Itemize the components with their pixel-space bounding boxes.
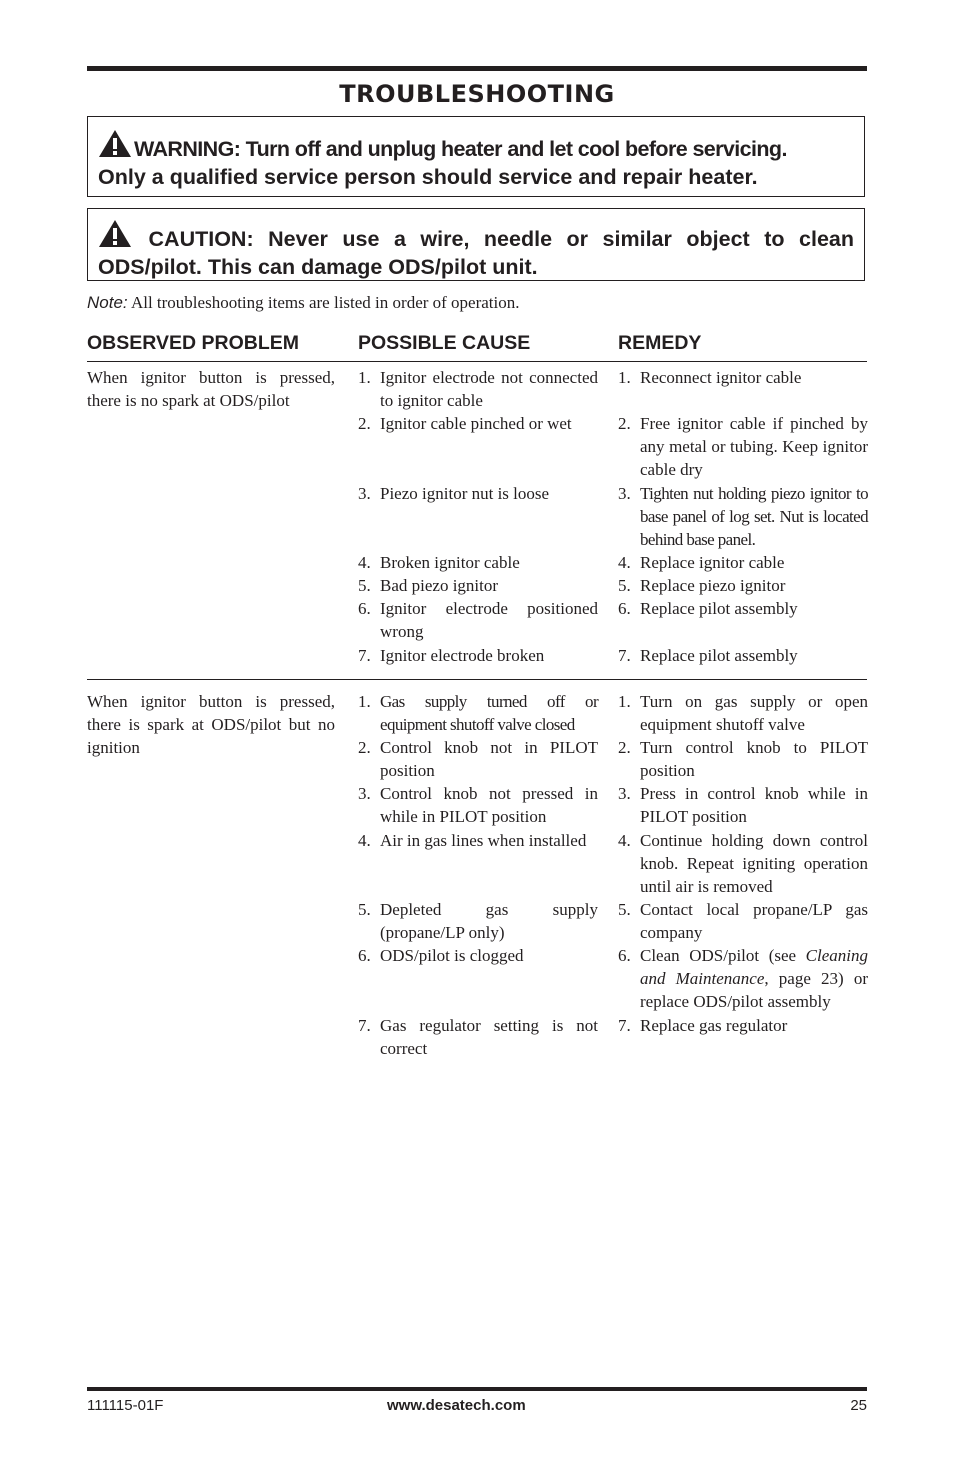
remedy-number: 7.	[618, 1016, 631, 1035]
cause-number: 4.	[358, 831, 371, 850]
remedy-1-3	[618, 482, 868, 552]
cause-number: 7.	[358, 1016, 371, 1035]
remedy-text: Reconnect ignitor cable	[640, 368, 802, 387]
remedy-1-6	[618, 597, 868, 620]
caution-triangle-icon	[98, 219, 132, 248]
remedy-number: 2.	[618, 414, 631, 433]
section-divider	[87, 679, 867, 680]
cause-2-7	[358, 1014, 598, 1060]
cause-2-3	[358, 782, 598, 828]
top-rule	[87, 66, 867, 71]
caution-text: CAUTION: Never use a wire, needle or similar object to clean ODS/pilot. This can damage ODS/pilot unit.	[98, 227, 854, 279]
remedy-number: 7.	[618, 646, 631, 665]
remedy-2-5	[618, 898, 868, 944]
remedy-1-5	[618, 574, 868, 597]
cause-number: 6.	[358, 946, 371, 965]
header-rule	[87, 361, 867, 362]
remedy-text	[640, 944, 868, 1014]
cause-text: Ignitor electrode broken	[380, 646, 545, 665]
cause-number: 2.	[358, 414, 371, 433]
cause-1-6	[358, 597, 598, 643]
problem-2: When ignitor button is pressed, there is spark at ODS/pilot but no ignition	[87, 692, 335, 758]
cause-text: Gas regulator setting is not correct	[380, 1016, 598, 1059]
cause-text: Depleted gas supply (propane/LP only)	[380, 900, 598, 943]
remedy-number: 4.	[618, 553, 631, 572]
remedy-number: 2.	[618, 738, 631, 757]
column-header-problem: OBSERVED PROBLEM	[87, 332, 300, 354]
cause-1-7	[358, 644, 598, 667]
cause-1-3	[358, 482, 598, 505]
cause-number: 7.	[358, 646, 371, 665]
cause-number: 5.	[358, 576, 371, 595]
remedy-text: Free ignitor cable if pinched by any metal or tubing. Keep ignitor cable dry	[640, 414, 868, 480]
remedy-1-4	[618, 551, 868, 574]
cause-text: Gas supply turned off or equipment shutoff valve closed	[380, 692, 598, 735]
cause-1-5	[358, 574, 598, 597]
cause-text: Control knob not pressed in while in PILOT position	[380, 784, 598, 827]
remedy-text: Turn control knob to PILOT position	[640, 738, 868, 781]
remedy-text: Press in control knob while in PILOT position	[640, 784, 868, 827]
warning-triangle-icon	[98, 129, 132, 158]
column-header-remedy: REMEDY	[618, 332, 702, 354]
cause-text: Piezo ignitor nut is loose	[380, 484, 550, 503]
cause-1-2	[358, 412, 598, 435]
cause-text: Ignitor electrode positioned wrong	[380, 599, 598, 642]
column-header-cause: POSSIBLE CAUSE	[358, 332, 531, 354]
cause-1-1	[358, 366, 598, 412]
remedy-text: Replace gas regulator	[640, 1016, 788, 1035]
remedy-number: 6.	[618, 946, 631, 965]
cause-number: 3.	[358, 484, 371, 503]
remedy-2-2	[618, 736, 868, 782]
cause-2-4	[358, 829, 598, 852]
footer-website: www.desatech.com	[387, 1397, 526, 1414]
remedy-2-4	[618, 829, 868, 899]
cause-2-5	[358, 898, 598, 944]
cause-text: Ignitor electrode not connected to ignitor cable	[380, 368, 598, 411]
cause-text: ODS/pilot is clogged	[380, 946, 524, 965]
footer-page-number: 25	[850, 1397, 867, 1414]
remedy-number: 1.	[618, 368, 631, 387]
remedy-2-6	[618, 944, 868, 1014]
remedy-2-7	[618, 1014, 868, 1037]
remedy-text: Tighten nut holding piezo ignitor to base panel of log set. Nut is located behind base panel.	[640, 484, 868, 550]
cause-2-2	[358, 736, 598, 782]
note-label: Note:	[87, 293, 128, 312]
cause-text: Air in gas lines when installed	[380, 831, 587, 850]
remedy-1-1	[618, 366, 868, 389]
cause-2-1	[358, 690, 598, 736]
cause-text: Ignitor cable pinched or wet	[380, 414, 572, 433]
remedy-text: Replace pilot assembly	[640, 599, 798, 618]
remedy-number: 5.	[618, 576, 631, 595]
cause-2-6	[358, 944, 598, 967]
cause-number: 3.	[358, 784, 371, 803]
cause-text: Bad piezo ignitor	[380, 576, 499, 595]
footer-rule	[87, 1387, 867, 1391]
note-text: All troubleshooting items are listed in order of operation.	[127, 293, 520, 312]
problem-1: When ignitor button is pressed, there is no spark at ODS/pilot	[87, 368, 335, 411]
cross-reference-title: Cleaning and Maintenance	[640, 946, 868, 989]
page-title: TROUBLESHOOTING	[339, 80, 615, 108]
remedy-number: 3.	[618, 784, 631, 803]
remedy-text: Replace piezo ignitor	[640, 576, 786, 595]
remedy-number: 6.	[618, 599, 631, 618]
remedy-1-7	[618, 644, 868, 667]
remedy-text: Contact local propane/LP gas company	[640, 900, 868, 943]
cause-text: Control knob not in PILOT position	[380, 738, 598, 781]
remedy-number: 3.	[618, 484, 631, 503]
cause-text: Broken ignitor cable	[380, 553, 520, 572]
cause-number: 6.	[358, 599, 371, 618]
cause-1-4	[358, 551, 598, 574]
note	[87, 293, 520, 313]
remedy-number: 4.	[618, 831, 631, 850]
caution-box	[87, 208, 865, 281]
remedy-text: Turn on gas supply or open equipment shutoff valve	[640, 692, 868, 735]
remedy-1-2	[618, 412, 868, 482]
remedy-2-3	[618, 782, 868, 828]
warning-box	[87, 116, 865, 197]
remedy-text: Replace pilot assembly	[640, 646, 798, 665]
remedy-text: Replace ignitor cable	[640, 553, 785, 572]
remedy-2-1	[618, 690, 868, 736]
remedy-text: Continue holding down control knob. Repeat igniting operation until air is removed	[640, 831, 868, 897]
footer-doc-number: 111115-01F	[87, 1397, 164, 1414]
cause-number: 2.	[358, 738, 371, 757]
remedy-text-part: Clean ODS/pilot (see	[640, 946, 806, 965]
remedy-number: 1.	[618, 692, 631, 711]
warning-line-1: WARNING: Turn off and unplug heater and let cool before servicing.	[134, 137, 787, 161]
cause-number: 1.	[358, 368, 371, 387]
remedy-text-part: , page 23) or replace ODS/pilot assembly	[640, 969, 868, 1012]
cause-number: 4.	[358, 553, 371, 572]
cause-number: 5.	[358, 900, 371, 919]
warning-line-2: Only a qualified service person should service and repair heater.	[98, 165, 758, 189]
cause-number: 1.	[358, 692, 371, 711]
remedy-number: 5.	[618, 900, 631, 919]
